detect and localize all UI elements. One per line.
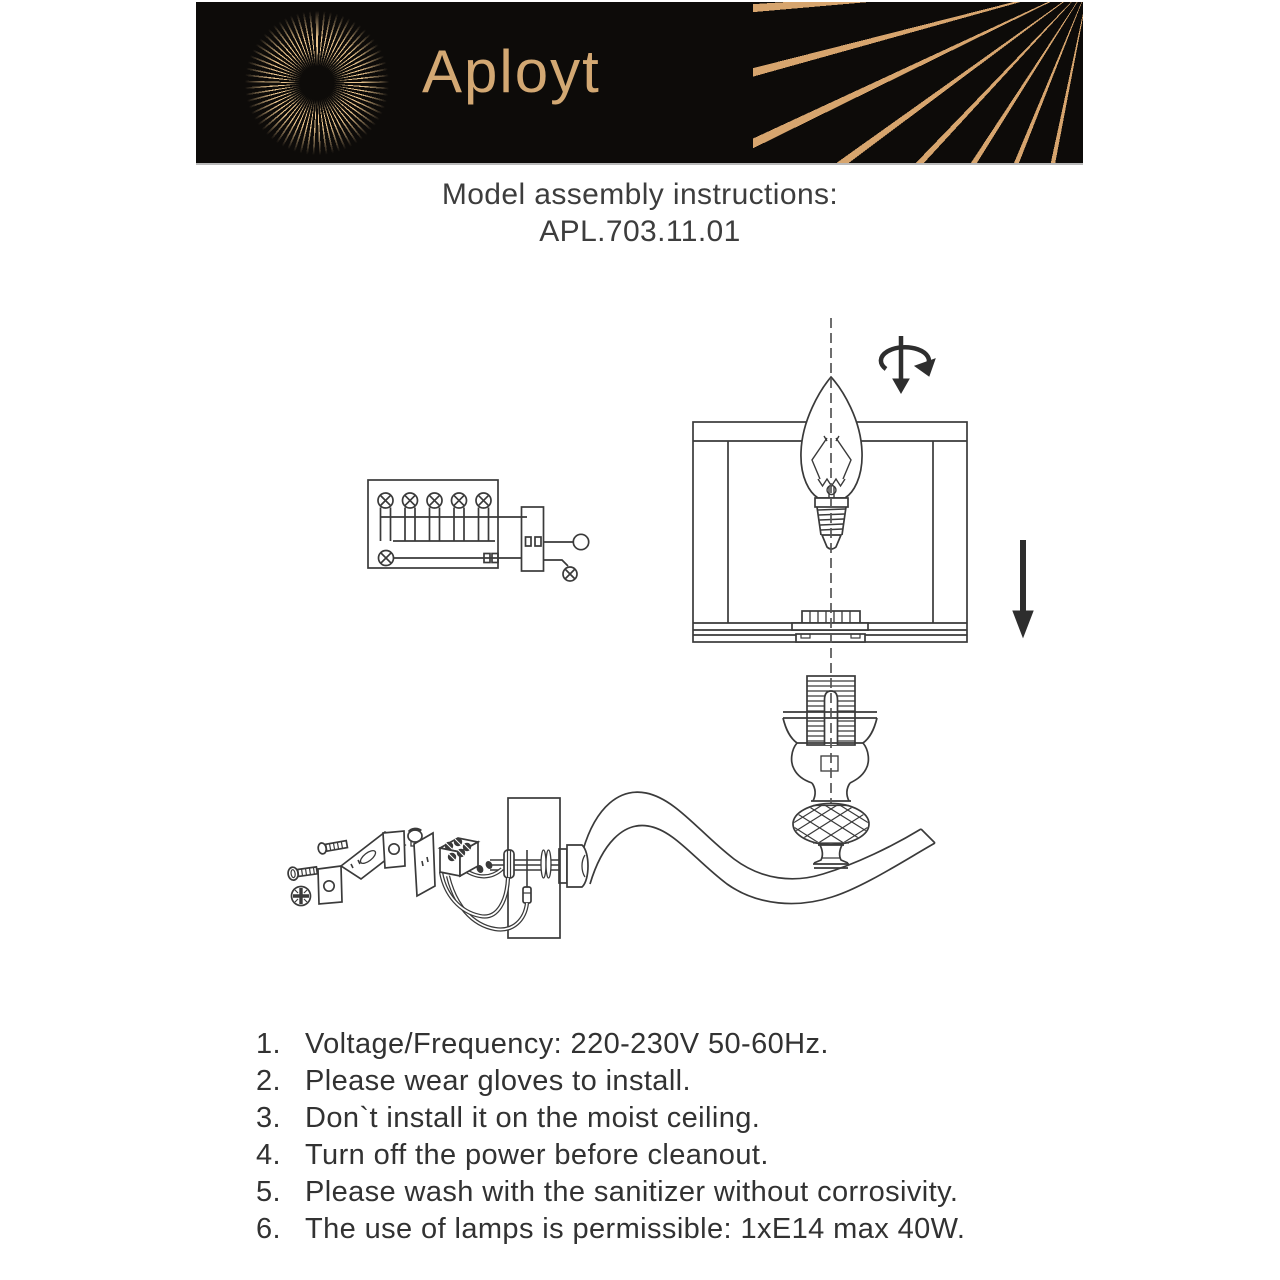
item-number: 1. [256,1028,281,1060]
socket-foot [813,845,849,868]
mounting-bracket [318,831,405,904]
item-text: Turn off the power before cleanout. [305,1139,769,1171]
wall-mount-exploded-view [287,798,560,938]
item-text: Don`t install it on the moist ceiling. [305,1102,761,1134]
mount-screw-short [317,839,347,855]
item-number: 6. [256,1213,281,1245]
wire-terminal-block [440,838,494,876]
list-item [256,1137,965,1174]
shade-ring-fitting [792,611,868,642]
connection-wires [441,868,527,929]
list-item [256,1174,965,1211]
back-plate [414,833,435,896]
phillips-screw-head [292,887,311,906]
curved-wall-arm [559,792,935,903]
model-number: APL.703.11.01 [539,215,741,248]
rotation-arrow-icon [881,336,935,393]
crystal-ball [758,799,904,856]
mount-screw-long [287,864,318,881]
list-item [256,1026,965,1063]
brand-logo: Aployt [422,38,601,105]
item-number: 5. [256,1176,281,1208]
item-text: Voltage/Frequency: 220-230V 50-60Hz. [305,1028,829,1060]
list-item [256,1100,965,1137]
list-item [256,1211,965,1248]
item-text: The use of lamps is permissible: 1xE14 max 40W. [305,1213,966,1245]
item-number: 2. [256,1065,281,1097]
item-text: Please wash with the sanitizer without corrosivity. [305,1176,959,1208]
down-arrow-icon [1013,540,1033,637]
terminal-block-wiring-diagram [368,480,589,581]
item-number: 4. [256,1139,281,1171]
item-text: Please wear gloves to install. [305,1065,691,1097]
instruction-list [256,1026,965,1248]
lampshade-with-candle-bulb [693,377,967,642]
assembly-title: Model assembly instructions: [441,178,839,211]
list-item [256,1063,965,1100]
item-number: 3. [256,1102,281,1134]
